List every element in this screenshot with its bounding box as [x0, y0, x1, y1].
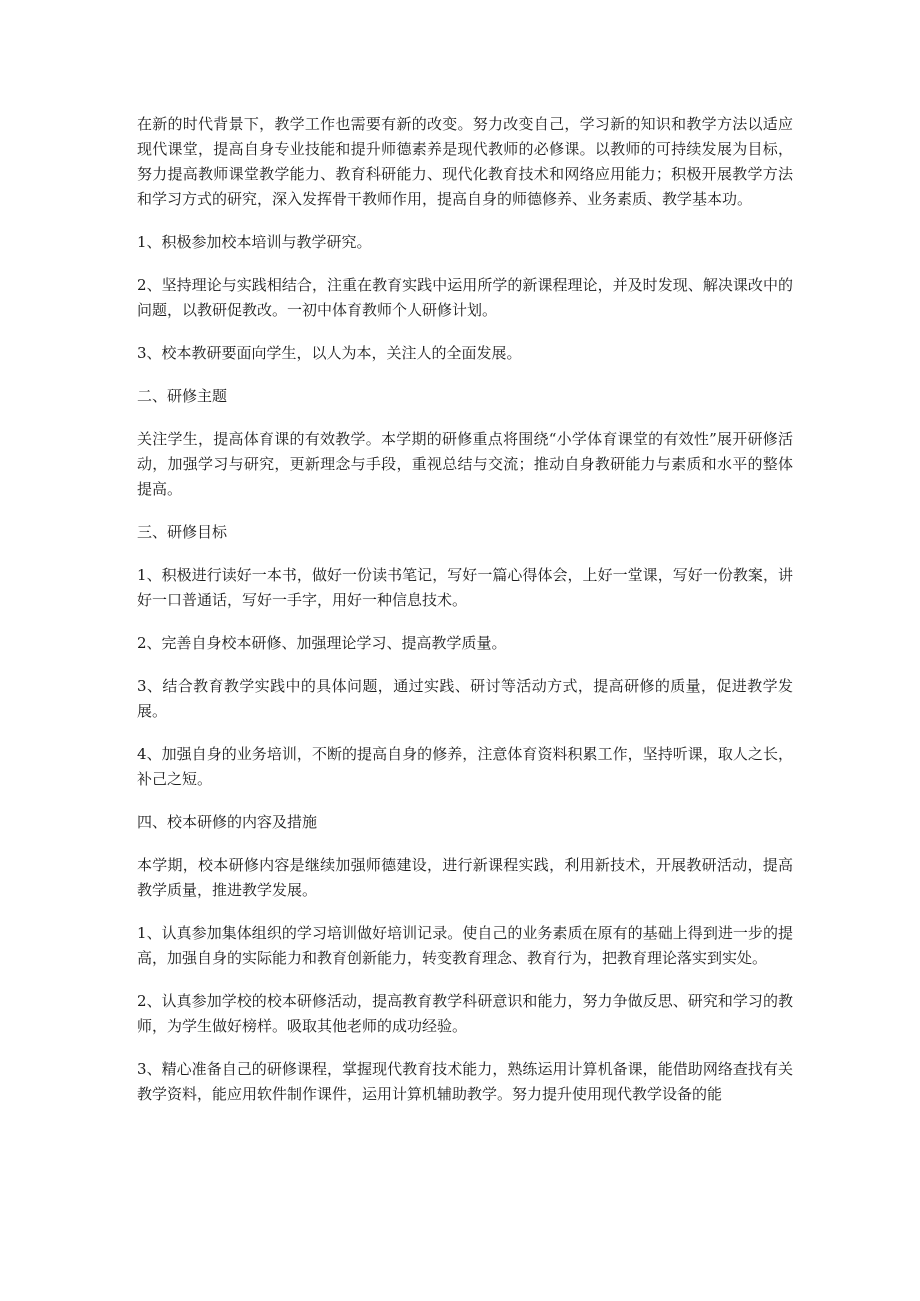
section-heading: 二、研修主题: [137, 387, 228, 405]
paragraph: 关注学生，提高体育课的有效教学。本学期的研修重点将围绕“小学体育课堂的有效性”展开研修活动，加强学习与研究，更新理念与手段，重视总结与交流；推动自身教研能力与素质和水平的整体提高。: [137, 430, 793, 498]
list-item: 1、认真参加集体组织的学习培训做好培训记录。使自己的业务素质在原有的基础上得到进一步的提高，加强自身的实际能力和教育创新能力，转变教育理念、教育行为，把教育理论落实到实处。: [137, 924, 793, 967]
list-item: 2、完善自身校本研修、加强理论学习、提高教学质量。: [137, 634, 507, 652]
list-item: 3、精心准备自己的研修课程，掌握现代教育技术能力，熟练运用计算机备课，能借助网络查找有关教学资料，能应用软件制作课件，运用计算机辅助教学。努力提升使用现代教学设备的能: [137, 1060, 793, 1103]
paragraph: 本学期，校本研修内容是继续加强师德建设，进行新课程实践，利用新技术，开展教研活动，提高教学质量，推进教学发展。: [137, 856, 793, 899]
list-item: 4、加强自身的业务培训，不断的提高自身的修养，注意体育资料积累工作，坚持听课，取人之长，补己之短。: [137, 745, 793, 788]
intro-paragraph: 在新的时代背景下，教学工作也需要有新的改变。努力改变自己，学习新的知识和教学方法以适应现代课堂，提高自身专业技能和提升师德素养是现代教师的必修课。以教师的可持续发展为目标，努力提高教师课堂教学能力、教育科研能力、现代化教育技术和网络应用能力；积极开展教学方法和学习方式的研究，深入发挥骨干教师作用，提高自身的师德修养、业务素质、教学基本功。: [137, 115, 793, 208]
list-item: 3、校本教研要面向学生，以人为本，关注人的全面发展。: [137, 344, 522, 362]
list-item: 1、积极进行读好一本书，做好一份读书笔记，写好一篇心得体会，上好一堂课，写好一份教案，讲好一口普通话，写好一手字，用好一种信息技术。: [137, 566, 793, 609]
list-item: 3、结合教育教学实践中的具体问题，通过实践、研讨等活动方式，提高研修的质量，促进教学发展。: [137, 677, 793, 720]
list-item: 1、积极参加校本培训与教学研究。: [137, 233, 372, 251]
list-item: 2、坚持理论与实践相结合，注重在教育实践中运用所学的新课程理论，并及时发现、解决课改中的问题，以教研促教改。一初中体育教师个人研修计划。: [137, 276, 793, 319]
section-heading: 四、校本研修的内容及措施: [137, 813, 318, 831]
list-item: 2、认真参加学校的校本研修活动，提高教育教学科研意识和能力，努力争做反思、研究和学习的教师，为学生做好榜样。吸取其他老师的成功经验。: [137, 992, 793, 1035]
document-body: [137, 112, 793, 1125]
section-heading: 三、研修目标: [137, 523, 228, 541]
